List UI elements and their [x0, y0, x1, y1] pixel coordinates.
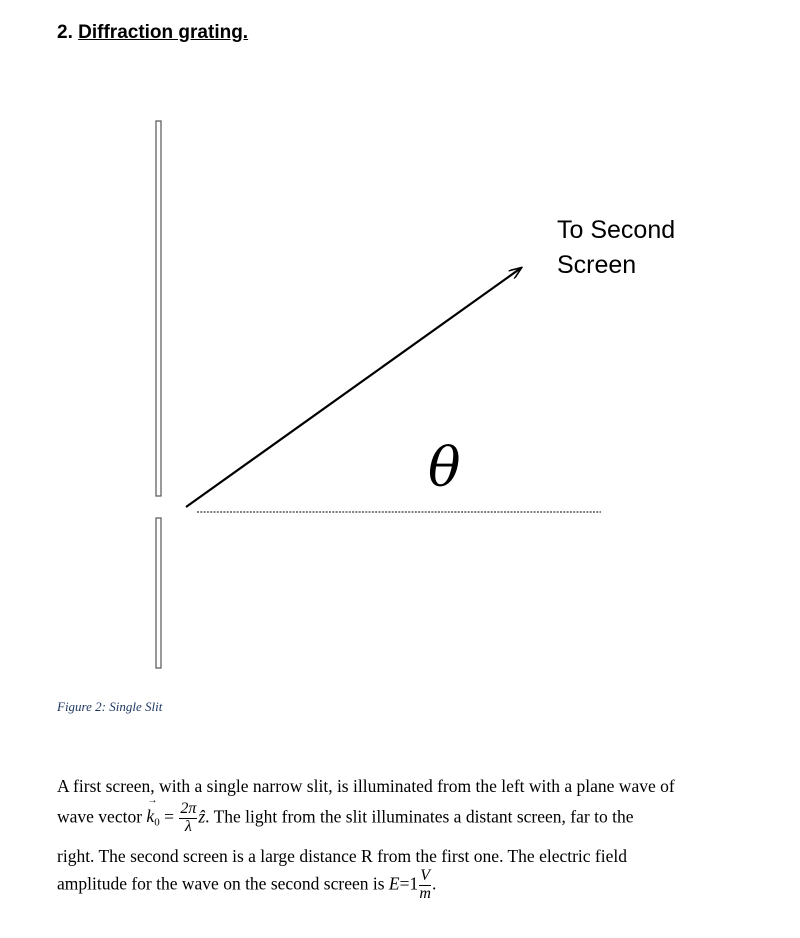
- angle-theta-label: θ: [428, 436, 461, 499]
- paragraph-line-2: [57, 801, 757, 836]
- problem-number: 2.: [57, 22, 73, 43]
- paragraph-line-3: right. The second screen is a large distance R from the first one. The electric field: [57, 846, 628, 866]
- figure-caption: Figure 2: Single Slit: [57, 699, 163, 714]
- volts-per-meter: $\frac{V}{m}$: [419, 867, 431, 902]
- screen-lower-segment: [156, 518, 161, 668]
- line2-suffix: . The light from the slit illuminates a distant screen, far to the: [205, 806, 634, 827]
- arrow-label-line1: To Second: [557, 216, 676, 244]
- z-hat: ẑ: [198, 806, 206, 827]
- problem-title: Diffraction grating.: [78, 22, 249, 43]
- direction-arrow: [186, 268, 521, 507]
- screen-upper-segment: [156, 121, 161, 496]
- arrow-label-line2: Screen: [557, 251, 637, 279]
- e-field-symbol: E: [388, 873, 400, 894]
- paragraph-line-1: A first screen, with a single narrow slit, is illuminated from the left with a plane wave of: [57, 776, 675, 796]
- line4-prefix: amplitude for the wave on the second screen is: [57, 873, 385, 894]
- e-equals: =: [399, 873, 410, 894]
- wave-vector-symbol: → k: [146, 806, 154, 827]
- two-pi-over-lambda: $\frac{2\pi}{\lambda}$: [180, 800, 197, 835]
- line4-end: .: [432, 873, 437, 894]
- line2-prefix: wave vector: [57, 806, 143, 827]
- paragraph-line-4: [57, 868, 757, 903]
- wave-vector-subscript: 0: [154, 816, 160, 829]
- equals-sign: =: [164, 806, 174, 827]
- e-value: 1: [409, 873, 419, 894]
